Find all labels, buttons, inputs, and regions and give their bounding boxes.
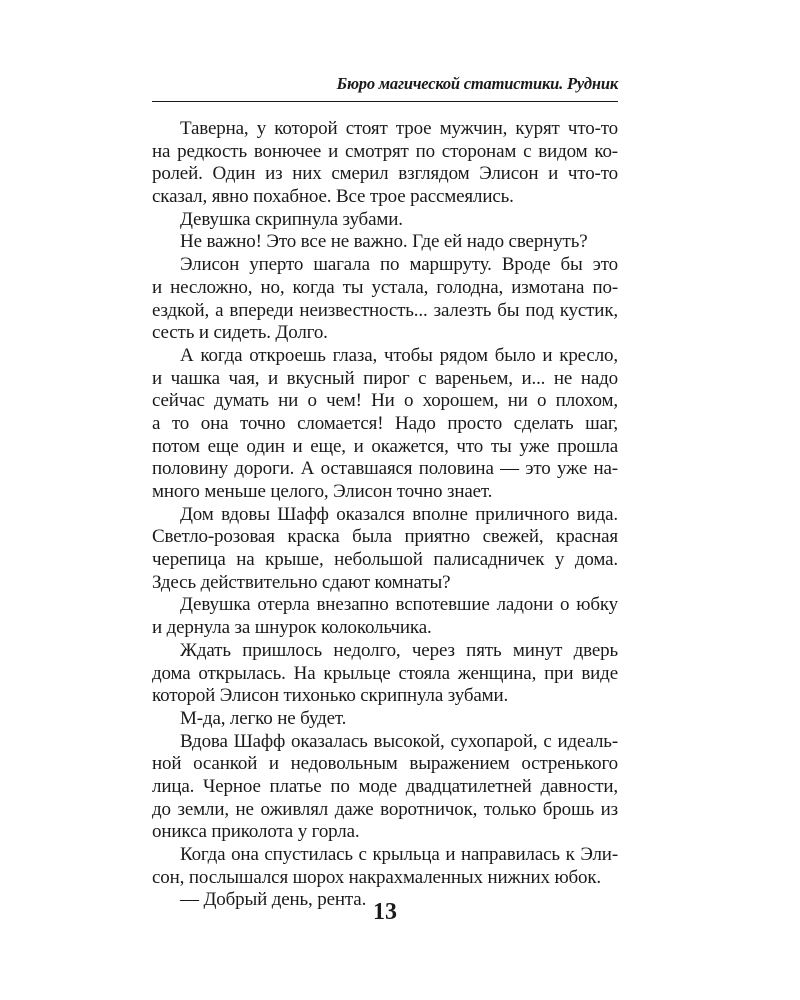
text-line: Девушка отерла внезапно вспотевшие ладони о юбку: [180, 594, 618, 616]
paragraph: [152, 731, 618, 844]
text-line: Когда она спустилась с крыльца и направилась к Эли-: [180, 844, 618, 865]
text-line: половину дороги. А оставшаяся половина — это уже на-: [152, 458, 618, 480]
page-number: 13: [373, 899, 397, 925]
text-line: сон, послышался шорох накрахмаленных нижних юбок.: [152, 866, 602, 888]
text-line: много меньше целого, Элисон точно знает.: [152, 481, 493, 502]
text-line: Девушка скрипнула зубами.: [180, 208, 403, 230]
text-line: Вдова Шафф оказалась высокой, сухопарой, с идеаль-: [180, 730, 618, 752]
text-line: М-да, легко не будет.: [180, 707, 347, 729]
paragraph: [152, 231, 618, 254]
text-line: оникса приколота у горла.: [152, 821, 360, 843]
paragraph: [152, 844, 618, 889]
paragraph: [152, 254, 618, 345]
text-line: ной осанкой и недовольным выражением остренького: [152, 753, 618, 775]
text-line: Здесь действительно сдают комнаты?: [152, 571, 451, 593]
text-line: и дернула за шнурок колокольчика.: [152, 617, 432, 639]
text-line: — Добрый день, рента.: [180, 889, 367, 911]
body-text: [152, 118, 618, 912]
text-line: Дом вдовы Шафф оказался вполне приличного вида.: [180, 503, 618, 525]
text-line: потом еще один и еще, и окажется, что ты уже прошла: [152, 435, 618, 457]
paragraph: [152, 594, 618, 639]
paragraph: [152, 345, 618, 504]
text-line: Ждать пришлось недолго, через пять минут дверь: [180, 639, 618, 661]
text-line: сейчас думать ни о чем! Ни о хорошем, ни о плохом,: [152, 390, 618, 412]
text-line: ролей. Один из них смерил взглядом Элисон и что-то: [152, 163, 618, 185]
text-line: А когда откроешь глаза, чтобы рядом было и кресло,: [180, 344, 618, 366]
paragraph: [152, 118, 618, 209]
text-line: Не важно! Это все не важно. Где ей надо свернуть?: [180, 231, 588, 253]
text-line: а то она точно сломается! Надо просто сделать шаг,: [152, 412, 618, 434]
text-line: лица. Черное платье по моде двадцатилетней давности,: [152, 775, 618, 797]
text-line: ездкой, а впереди неизвестность... залезть бы под кустик,: [152, 299, 618, 321]
text-line: Элисон уперто шагала по маршруту. Вроде бы это: [180, 254, 618, 276]
text-line: до земли, не оживлял даже воротничок, только брошь из: [152, 798, 618, 820]
paragraph: [152, 708, 618, 731]
text-line: которой Элисон тихонько скрипнула зубами.: [152, 685, 509, 707]
text-line: Таверна, у которой стоят трое мужчин, курят что-то: [180, 118, 618, 139]
header-rule: [152, 101, 618, 102]
text-line: дома открылась. На крыльце стояла женщина, при виде: [152, 662, 618, 684]
text-line: на редкость вонючее и смотрят по сторонам с видом ко-: [152, 140, 618, 162]
paragraph: [152, 640, 618, 708]
text-line: и несложно, но, когда ты устала, голодна, измотана по-: [152, 276, 618, 298]
text-line: сказал, явно похабное. Все трое рассмеялись.: [152, 186, 514, 208]
text-line: черепица на крыше, небольшой палисадничек у дома.: [152, 549, 618, 571]
paragraph: [152, 209, 618, 232]
text-line: Светло-розовая краска была приятно свежей, красная: [152, 526, 618, 548]
text-line: и чашка чая, и вкусный пирог с вареньем, и... не надо: [152, 367, 618, 389]
running-head: Бюро магической статистики. Рудник: [336, 74, 618, 93]
paragraph: [152, 504, 618, 595]
text-line: сесть и сидеть. Долго.: [152, 322, 328, 344]
